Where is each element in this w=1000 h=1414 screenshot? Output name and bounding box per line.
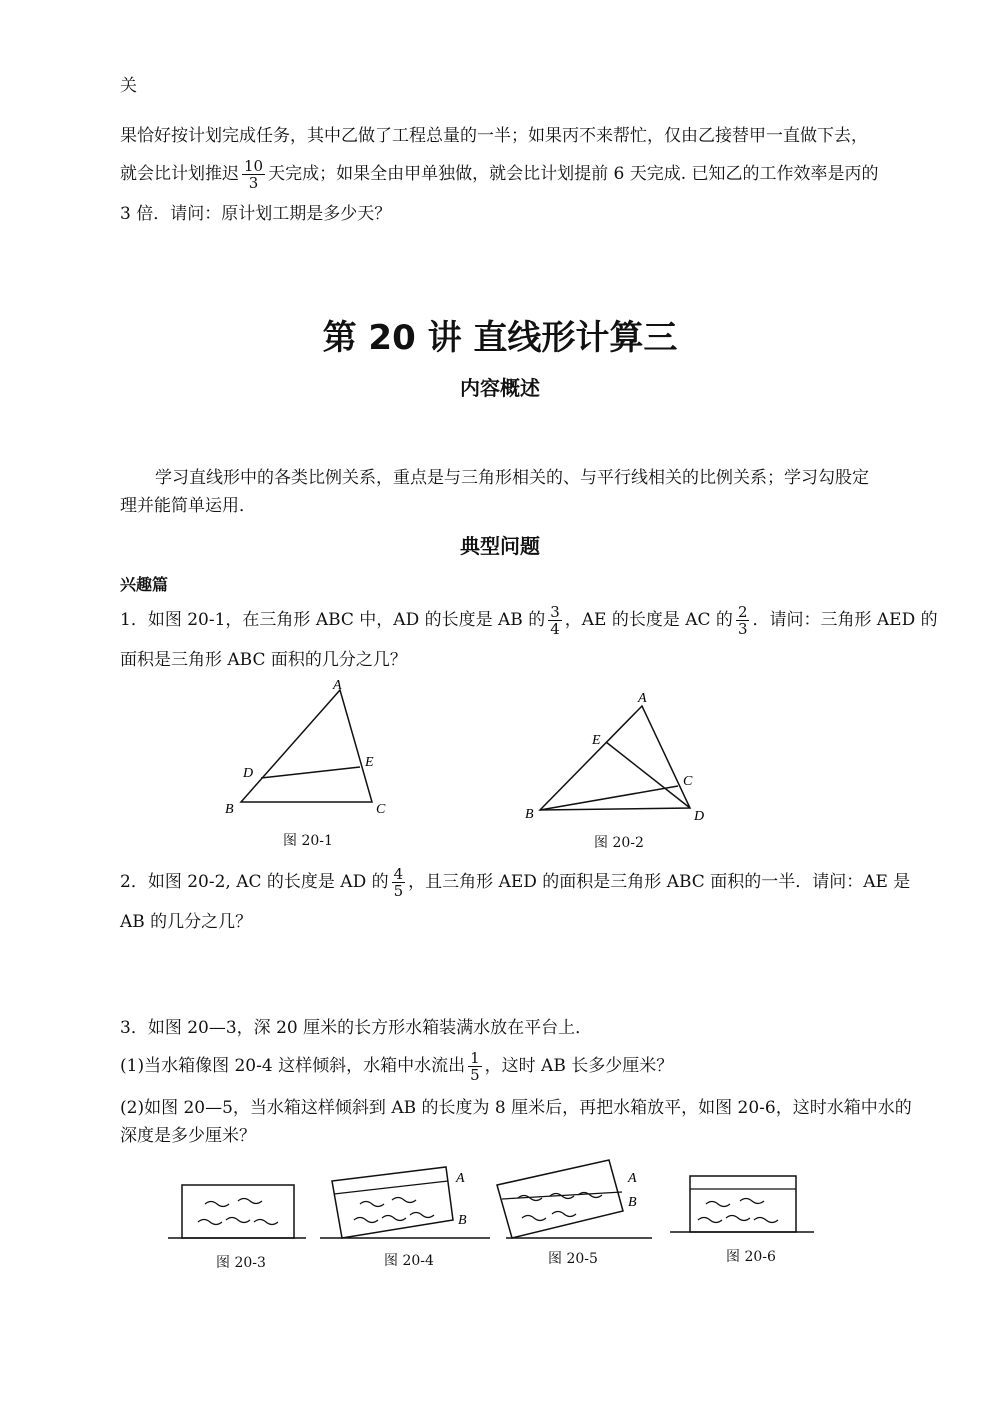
question-3-sub1 xyxy=(120,1044,673,1088)
segment-de xyxy=(261,767,360,778)
fraction-numerator: 1 xyxy=(470,1048,480,1067)
label-b: B xyxy=(525,807,534,822)
overview-line2: 理并能简单运用． xyxy=(120,496,256,516)
triangle-abd xyxy=(540,706,690,810)
fraction-denominator: 3 xyxy=(737,619,748,638)
question-1-line1 xyxy=(120,598,938,642)
q2-pre: 2．如图 20-2, AC 的长度是 AD 的 xyxy=(120,872,389,892)
lecture-title: 第 20 讲 直线形计算三 xyxy=(322,318,678,358)
water-surface xyxy=(334,1181,448,1194)
prev-problem-line2-pre: 就会比计划推迟 xyxy=(120,164,239,184)
label-d: D xyxy=(243,766,254,781)
prev-problem-line1: 果恰好按计划完成任务，其中乙做了工程总量的一半；如果丙不来帮忙，仅由乙接替甲一直做下去， xyxy=(120,126,868,146)
triangle-abc xyxy=(241,690,372,802)
fraction-three-quarters xyxy=(548,604,562,637)
figure-20-2-caption: 图 20-2 xyxy=(594,835,644,851)
question-3-sub2-line1: (2)如图 20—5，当水箱这样倾斜到 AB 的长度为 8 厘米后，再把水箱放平，如图 20-6，这时水箱中水的 xyxy=(120,1098,912,1118)
tank-tilted xyxy=(332,1167,453,1238)
fraction-numerator: 4 xyxy=(393,864,404,883)
label-c: C xyxy=(683,774,693,789)
water-wave xyxy=(354,1213,434,1223)
label-a: A xyxy=(628,1171,637,1186)
label-b: B xyxy=(628,1195,637,1210)
label-e: E xyxy=(592,733,601,748)
label-a: A xyxy=(638,691,647,706)
figure-20-2-triangle xyxy=(520,684,720,829)
q1-pre: 1．如图 20-1，在三角形 ABC 中，AD 的长度是 AB 的 xyxy=(120,610,546,630)
fraction-denominator: 5 xyxy=(470,1065,480,1084)
figure-20-1-triangle xyxy=(215,672,405,822)
fraction-ten-thirds xyxy=(242,158,265,191)
fraction-numerator: 2 xyxy=(737,602,748,621)
label-b: B xyxy=(225,802,234,817)
figure-20-1-caption: 图 20-1 xyxy=(283,833,333,849)
fraction-numerator: 3 xyxy=(550,602,560,621)
figure-20-3-caption: 图 20-3 xyxy=(216,1255,266,1271)
fraction-one-fifth xyxy=(468,1050,482,1083)
figure-20-5-caption: 图 20-5 xyxy=(548,1251,598,1267)
label-e: E xyxy=(365,755,374,770)
label-d: D xyxy=(694,809,705,824)
q3-sub1-post: ，这时 AB 长多少厘米？ xyxy=(484,1056,674,1076)
figure-20-6-caption: 图 20-6 xyxy=(726,1249,776,1265)
label-c: C xyxy=(376,802,386,817)
figure-20-6-tank xyxy=(670,1176,814,1232)
water-wave xyxy=(198,1218,278,1225)
fraction-four-fifths xyxy=(392,866,406,899)
tank-level xyxy=(690,1176,796,1232)
prev-problem-line3: 3 倍．请问：原计划工期是多少天？ xyxy=(120,204,392,224)
label-a: A xyxy=(333,678,342,693)
page-fragment-char: 关 xyxy=(120,76,137,96)
fraction-denominator: 5 xyxy=(393,881,404,900)
typical-problems-heading: 典型问题 xyxy=(460,534,540,558)
q2-post: ，且三角形 AED 的面积是三角形 ABC 面积的一半．请问：AE 是 xyxy=(408,872,911,892)
fraction-two-thirds xyxy=(736,604,750,637)
figure-20-4-caption: 图 20-4 xyxy=(384,1253,434,1269)
section-label-interest: 兴趣篇 xyxy=(120,575,169,594)
water-wave xyxy=(360,1198,416,1207)
water-wave xyxy=(205,1199,262,1207)
question-3-line1: 3．如图 20—3，深 20 厘米的长方形水箱装满水放在平台上． xyxy=(120,1018,593,1038)
question-2-line2: AB 的几分之几？ xyxy=(120,912,253,932)
segment-ed xyxy=(606,742,690,808)
prev-problem-line2-post: 天完成；如果全由甲单独做，就会比计划提前 6 天完成. 已知乙的工作效率是丙的 xyxy=(268,164,879,184)
q1-post: ．请问：三角形 AED 的 xyxy=(752,610,938,630)
fraction-denominator: 4 xyxy=(550,619,560,638)
overview-heading: 内容概述 xyxy=(460,376,540,400)
q3-sub1-pre: (1)当水箱像图 20-4 这样倾斜，水箱中水流出 xyxy=(120,1056,466,1076)
q1-mid: ，AE 的长度是 AC 的 xyxy=(564,610,733,630)
prev-problem-line2 xyxy=(120,152,879,196)
label-b: B xyxy=(458,1213,467,1228)
water-wave xyxy=(698,1216,778,1223)
question-3-sub2-line2: 深度是多少厘米？ xyxy=(120,1126,256,1146)
tank-full xyxy=(182,1185,294,1238)
fraction-denominator: 3 xyxy=(248,173,259,192)
fraction-numerator: 10 xyxy=(244,156,264,175)
label-a: A xyxy=(456,1171,465,1186)
question-1-line2: 面积是三角形 ABC 面积的几分之几？ xyxy=(120,650,407,670)
tank-tilted xyxy=(497,1160,623,1238)
question-2-line1 xyxy=(120,860,910,904)
figure-20-4-tank xyxy=(320,1167,490,1238)
figure-20-5-tank xyxy=(497,1160,652,1238)
overview-line1: 学习直线形中的各类比例关系，重点是与三角形相关的、与平行线相关的比例关系；学习勾股定 xyxy=(155,468,869,488)
water-wave xyxy=(706,1199,764,1207)
water-wave xyxy=(522,1212,576,1221)
figure-20-3-tank xyxy=(168,1185,306,1238)
